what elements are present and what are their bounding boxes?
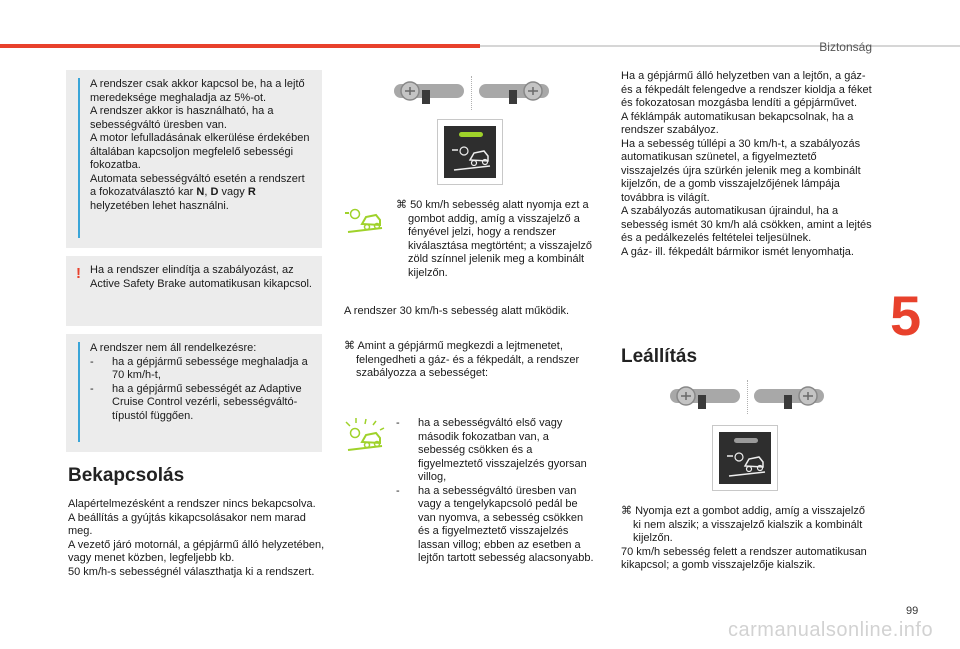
note-line: A rendszer csak akkor kapcsol be, ha a lejtő meredeksége meghaladja az 5%-ot. <box>90 78 305 104</box>
list-item: - ha a gépjármű sebessége meghaladja a 70 km/h-t, <box>90 355 308 381</box>
separator <box>471 76 472 110</box>
step-descent: ⌘ Amint a gépjármű megkezdi a lejtmenetet, felengedheti a gáz- és a fékpedált, a rendszer szabályozza a sebességet: <box>344 340 580 379</box>
right-stalk-icon <box>752 383 826 413</box>
gear-n: N <box>196 186 205 198</box>
hdc-indicator-flashing-icon <box>344 418 386 454</box>
header-red-rule <box>0 44 480 48</box>
gear-r: R <box>247 186 256 198</box>
right-column-text: Ha a gépjármű álló helyzetben van a lejtőn, a gáz- és a fékpedált felengedve a rendszer kioldja a féket és fokozatosan mozgásba lendíti a gépjárművet. A féklámpák automatikusan bekapcsolnak, ha a rendszer szabályoz. Ha a sebesség túllépi a 30 km/h-t, a szabályozás automatikusan szünetel, a figyelmeztető visszajelzés újra szürkén jelenik meg a kombinált kijelzőn, de a gomb visszajelzőjének lámpája továbbra is világít. A szabályozás automatikusan újraindul, ha a sebesség ismét 30 km/h alá csökken, amint a lejtés és a pedálkezelés feltételei teljesülnek. A gáz- ill. fékpedált bármikor ismét lenyomhatja. <box>621 70 872 258</box>
list-item: - ha a sebességváltó első vagy második fokozatban van, a sebesség csökken és a figyelmeztető visszajelzés gyorsan villog, <box>396 417 587 483</box>
note-text: vagy <box>221 186 245 198</box>
hdc-indicator-green-icon <box>344 202 386 238</box>
list-item: - ha a sebességváltó üresben van vagy a tengelykapcsoló pedál be van nyomva, a sebesség csökken és a figyelmeztető visszajelzés lassan villog; ebben az esetben a lejtőn tartott sebesség alacsonyabb. <box>396 484 594 564</box>
step-marker-icon: ⌘ <box>396 199 411 211</box>
bekapcsolas-text: Alapértelmezésként a rendszer nincs bekapcsolva. A beállítás a gyújtás kikapcsolásakor nem marad meg. A vezető járó motornál, a gépjármű álló helyzetében, vagy menet közben, legfeljebb kb. 50 km/h-s sebességnél választhatja ki a rendszert. <box>68 498 325 578</box>
hdc-button-panel[interactable] <box>437 119 503 185</box>
note-text: helyzetében lehet használni. <box>90 199 229 212</box>
heading-bekapcsolas: Bekapcsolás <box>68 465 185 486</box>
descent-cases <box>396 417 596 566</box>
warning-icon: ! <box>76 265 81 282</box>
step-press-button: ⌘ 50 km/h sebesség alatt nyomja ezt a gombot addig, amíg a visszajelző a fényével jelzi, hogy a rendszer kiválasztása megtörtént; a visszajelző zöld színnel jelenik meg a kombinált kijelzőn. <box>396 199 593 279</box>
section-title: Biztonság <box>819 40 872 54</box>
list-item: - ha a gépjármű sebességét az Adaptive Cruise Control vezérli, sebességváltó-típustól függően. <box>90 382 302 422</box>
hill-descent-button-icon <box>444 126 498 180</box>
step-marker-icon: ⌘ <box>621 505 636 517</box>
info-icon <box>78 342 80 442</box>
header-grey-rule <box>480 45 960 47</box>
right-stalk-icon <box>477 78 551 108</box>
heading-leallitas: Leállítás <box>621 346 698 367</box>
note-line: A motor lefulladásának elkerülése érdekében általában kapcsoljon megfelelő sebességi fokozatba. <box>90 132 310 171</box>
info-icon <box>78 78 80 238</box>
gear-d: D <box>210 186 219 198</box>
under-30-text: A rendszer 30 km/h-s sebesség alatt működik. <box>344 305 569 317</box>
chapter-number: 5 <box>890 284 922 347</box>
step-marker-icon: ⌘ <box>344 340 358 352</box>
note-text: Automata sebességváltó esetén a rendszert a fokozatválasztó kar <box>90 172 305 198</box>
warning-note <box>66 256 322 326</box>
separator <box>747 380 748 414</box>
note-line: A rendszer akkor is használható, ha a sebességváltó üresben van. <box>90 105 274 131</box>
info-note-unavailable <box>66 334 322 452</box>
hill-descent-button-icon <box>719 432 773 486</box>
info-note-activation <box>66 70 322 248</box>
left-stalk-icon <box>392 78 466 108</box>
hdc-button-panel-off[interactable] <box>712 425 778 491</box>
page-number: 99 <box>906 605 919 617</box>
left-stalk-icon <box>668 383 742 413</box>
watermark: carmanualsonline.info <box>728 619 934 641</box>
warning-text: Ha a rendszer elindítja a szabályozást, az Active Safety Brake automatikusan kikapcsol. <box>90 264 312 290</box>
note-intro: A rendszer nem áll rendelkezésre: <box>90 342 257 354</box>
note-line: Automata sebességváltó esetén a rendszert a fokozatválasztó kar N, D vagy R helyzetében lehet használni. <box>90 172 305 212</box>
leallitas-text: ⌘ Nyomja ezt a gombot addig, amíg a visszajelző ki nem alszik; a visszajelző kialszik a kombinált kijelzőn. 70 km/h sebesség felett a rendszer automatikusan kikapcsol; a gomb visszajelzője kialszik. <box>621 505 867 571</box>
